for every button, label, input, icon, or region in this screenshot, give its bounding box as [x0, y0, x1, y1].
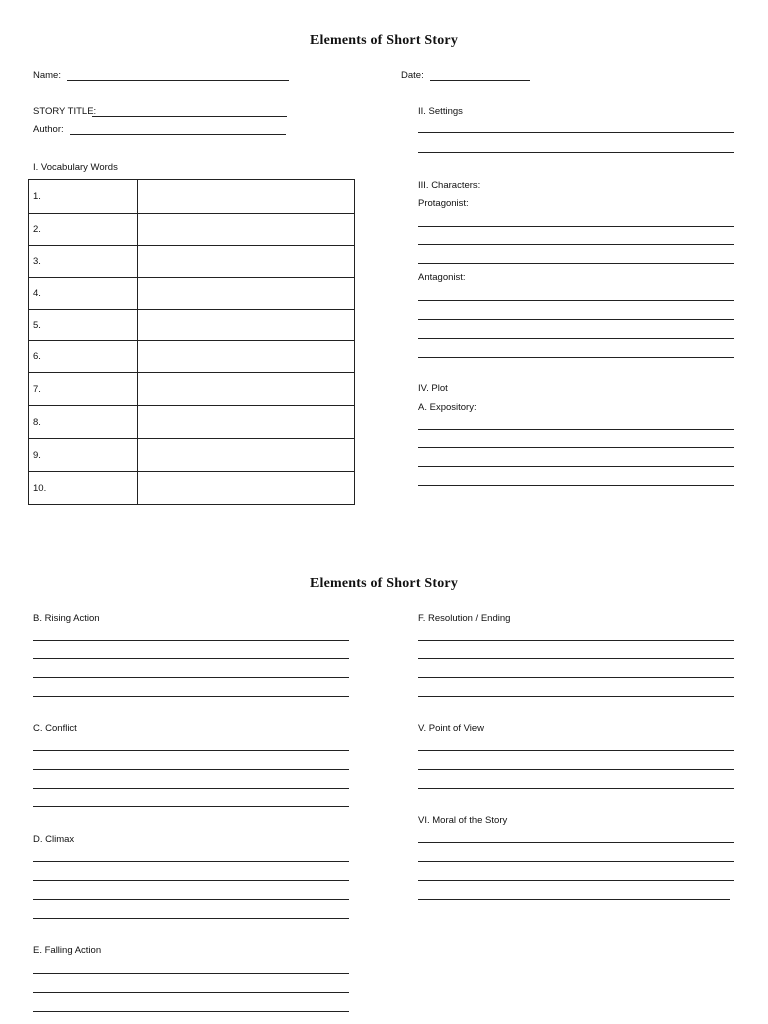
vocab-number: 4. — [29, 278, 138, 310]
plot-heading: IV. Plot — [418, 383, 448, 394]
climax-line[interactable] — [33, 899, 349, 900]
table-row — [29, 310, 355, 341]
point-of-view-line[interactable] — [418, 750, 734, 751]
vocab-number: 6. — [29, 341, 138, 373]
rising-action-line[interactable] — [33, 677, 349, 678]
story-title-field[interactable] — [92, 116, 287, 117]
rising-action-line[interactable] — [33, 658, 349, 659]
protagonist-line[interactable] — [418, 226, 734, 227]
moral-line[interactable] — [418, 880, 734, 881]
table-row — [29, 439, 355, 472]
table-row — [29, 373, 355, 406]
vocab-table — [28, 179, 355, 505]
falling-action-line[interactable] — [33, 992, 349, 993]
moral-line[interactable] — [418, 842, 734, 843]
climax-line[interactable] — [33, 880, 349, 881]
resolution-line[interactable] — [418, 640, 734, 641]
vocab-number: 9. — [29, 439, 138, 472]
protagonist-line[interactable] — [418, 244, 734, 245]
conflict-line[interactable] — [33, 750, 349, 751]
point-of-view-label: V. Point of View — [418, 723, 485, 734]
page-title: Elements of Short Story — [309, 576, 459, 591]
name-label: Name: — [33, 70, 61, 81]
climax-line[interactable] — [33, 918, 349, 919]
conflict-line[interactable] — [33, 769, 349, 770]
resolution-line[interactable] — [418, 696, 734, 697]
expository-label: A. Expository: — [418, 402, 477, 413]
antagonist-line[interactable] — [418, 338, 734, 339]
vocab-number: 5. — [29, 310, 138, 341]
vocab-word-cell[interactable] — [138, 180, 355, 214]
point-of-view-line[interactable] — [418, 769, 734, 770]
protagonist-line[interactable] — [418, 263, 734, 264]
author-field[interactable] — [70, 134, 286, 135]
page-title: Elements of Short Story — [309, 33, 459, 48]
protagonist-label: Protagonist: — [418, 198, 469, 209]
vocab-number: 8. — [29, 406, 138, 439]
table-row — [29, 341, 355, 373]
table-row — [29, 246, 355, 278]
settings-heading: II. Settings — [418, 106, 463, 117]
antagonist-line[interactable] — [418, 357, 734, 358]
vocab-word-cell[interactable] — [138, 246, 355, 278]
vocab-word-cell[interactable] — [138, 406, 355, 439]
climax-label: D. Climax — [33, 834, 75, 845]
characters-heading: III. Characters: — [418, 180, 481, 191]
table-row — [29, 406, 355, 439]
antagonist-label: Antagonist: — [418, 272, 466, 283]
vocab-word-cell[interactable] — [138, 439, 355, 472]
table-row — [29, 472, 355, 505]
name-field[interactable] — [67, 80, 289, 81]
vocab-number: 2. — [29, 214, 138, 246]
vocab-word-cell[interactable] — [138, 214, 355, 246]
vocab-word-cell[interactable] — [138, 341, 355, 373]
falling-action-label: E. Falling Action — [33, 945, 102, 956]
falling-action-line[interactable] — [33, 973, 349, 974]
falling-action-line[interactable] — [33, 1011, 349, 1012]
settings-line[interactable] — [418, 132, 734, 133]
date-label: Date: — [401, 70, 424, 81]
expository-line[interactable] — [418, 466, 734, 467]
vocab-word-cell[interactable] — [138, 472, 355, 505]
climax-line[interactable] — [33, 861, 349, 862]
expository-line[interactable] — [418, 429, 734, 430]
moral-line[interactable] — [418, 899, 730, 900]
settings-line[interactable] — [418, 152, 734, 153]
rising-action-line[interactable] — [33, 640, 349, 641]
vocab-number: 7. — [29, 373, 138, 406]
moral-label: VI. Moral of the Story — [418, 815, 508, 826]
story-title-label: STORY TITLE: — [33, 106, 97, 117]
table-row — [29, 278, 355, 310]
vocab-heading: I. Vocabulary Words — [33, 162, 118, 173]
date-field[interactable] — [430, 80, 530, 81]
vocab-number: 1. — [29, 180, 138, 214]
table-row — [29, 180, 355, 214]
rising-action-label: B. Rising Action — [33, 613, 100, 624]
conflict-line[interactable] — [33, 788, 349, 789]
author-label: Author: — [33, 124, 64, 135]
table-row — [29, 214, 355, 246]
conflict-line[interactable] — [33, 806, 349, 807]
expository-line[interactable] — [418, 485, 734, 486]
resolution-line[interactable] — [418, 677, 734, 678]
vocab-word-cell[interactable] — [138, 310, 355, 341]
expository-line[interactable] — [418, 447, 734, 448]
resolution-line[interactable] — [418, 658, 734, 659]
vocab-number: 10. — [29, 472, 138, 505]
vocab-word-cell[interactable] — [138, 278, 355, 310]
rising-action-line[interactable] — [33, 696, 349, 697]
conflict-label: C. Conflict — [33, 723, 77, 734]
point-of-view-line[interactable] — [418, 788, 734, 789]
vocab-word-cell[interactable] — [138, 373, 355, 406]
moral-line[interactable] — [418, 861, 734, 862]
vocab-number: 3. — [29, 246, 138, 278]
resolution-label: F. Resolution / Ending — [418, 613, 511, 624]
antagonist-line[interactable] — [418, 319, 734, 320]
antagonist-line[interactable] — [418, 300, 734, 301]
